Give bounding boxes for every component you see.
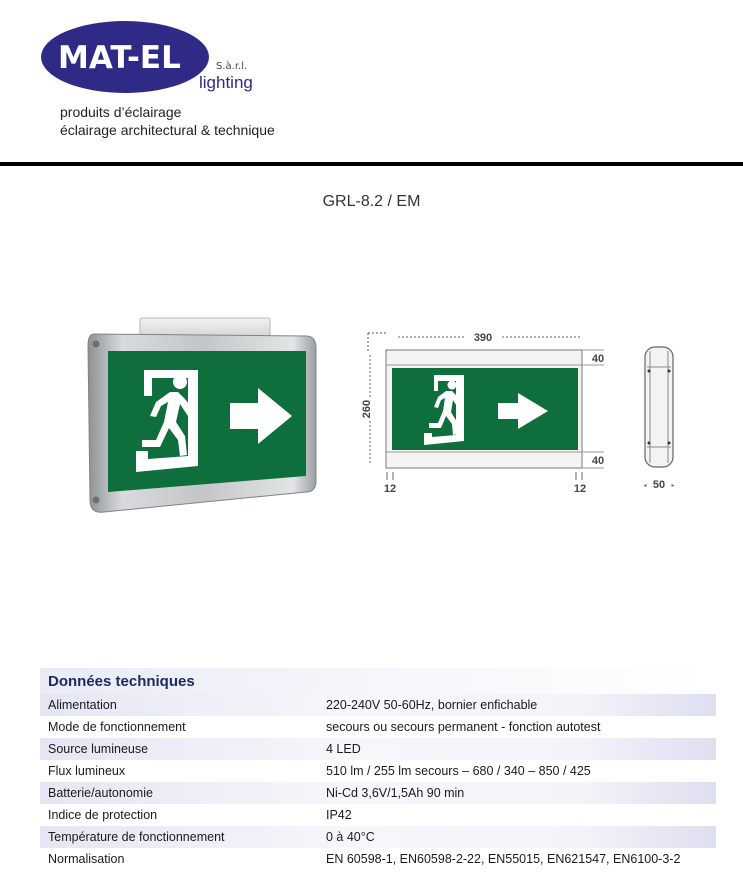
- row-label: Indice de protection: [48, 808, 158, 822]
- svg-text:▸: ▸: [671, 482, 675, 489]
- company-logo: [40, 20, 290, 95]
- row-label: Source lumineuse: [48, 742, 149, 756]
- tagline-architectural: éclairage architectural & technique: [60, 122, 275, 138]
- table-row: [40, 694, 716, 716]
- row-label: Alimentation: [48, 698, 117, 712]
- svg-text:◂: ◂: [643, 482, 647, 489]
- front-view-drawing: [358, 325, 608, 495]
- side-view-drawing: [636, 345, 682, 495]
- screw-icon: [93, 497, 100, 504]
- row-label: Flux lumineux: [48, 764, 126, 778]
- product-photo: [80, 316, 320, 518]
- tagline-products: produits d’éclairage: [60, 104, 182, 120]
- row-label: Mode de fonctionnement: [48, 720, 186, 734]
- side-profile: [645, 347, 673, 467]
- height-dimension: 260: [361, 399, 373, 419]
- sign-panel: [392, 368, 578, 450]
- row-label: Batterie/autonomie: [48, 786, 153, 800]
- table-row: [40, 848, 716, 870]
- row-value: secours ou secours permanent - fonction autotest: [326, 720, 601, 734]
- technical-data-title: Données techniques: [40, 668, 716, 694]
- row-label: Normalisation: [48, 852, 125, 866]
- row-value: 4 LED: [326, 742, 361, 756]
- screw-icon: [93, 341, 100, 348]
- margin-right-dimension: 12: [573, 483, 587, 495]
- table-row: [40, 826, 716, 848]
- product-title: GRL-8.2 / EM: [322, 193, 421, 210]
- band-bottom-dimension: 40: [591, 455, 605, 467]
- row-value: 220-240V 50-60Hz, bornier enfichable: [326, 698, 538, 712]
- row-value: EN 60598-1, EN60598-2-22, EN55015, EN621547, EN6100-3-2: [326, 852, 681, 866]
- row-label: Température de fonctionnement: [48, 830, 225, 844]
- table-row: [40, 760, 716, 782]
- depth-dimension: 50: [652, 479, 666, 491]
- table-row: [40, 804, 716, 826]
- logo-suffix: S.à.r.l.: [216, 61, 248, 72]
- header-divider: [0, 162, 743, 166]
- row-value: 0 à 40°C: [326, 830, 375, 844]
- table-row: [40, 738, 716, 760]
- logo-text: MAT-EL: [58, 40, 181, 76]
- margin-left-dimension: 12: [383, 483, 397, 495]
- width-dimension: 390: [473, 332, 493, 344]
- row-value: 510 lm / 255 lm secours – 680 / 340 – 850 / 425: [326, 764, 591, 778]
- table-row: [40, 782, 716, 804]
- band-top-dimension: 40: [591, 353, 605, 365]
- row-value: Ni-Cd 3,6V/1,5Ah 90 min: [326, 786, 465, 800]
- logo-sub: lighting: [199, 73, 253, 92]
- row-value: IP42: [326, 808, 352, 822]
- table-row: [40, 716, 716, 738]
- technical-data-table: [40, 668, 716, 870]
